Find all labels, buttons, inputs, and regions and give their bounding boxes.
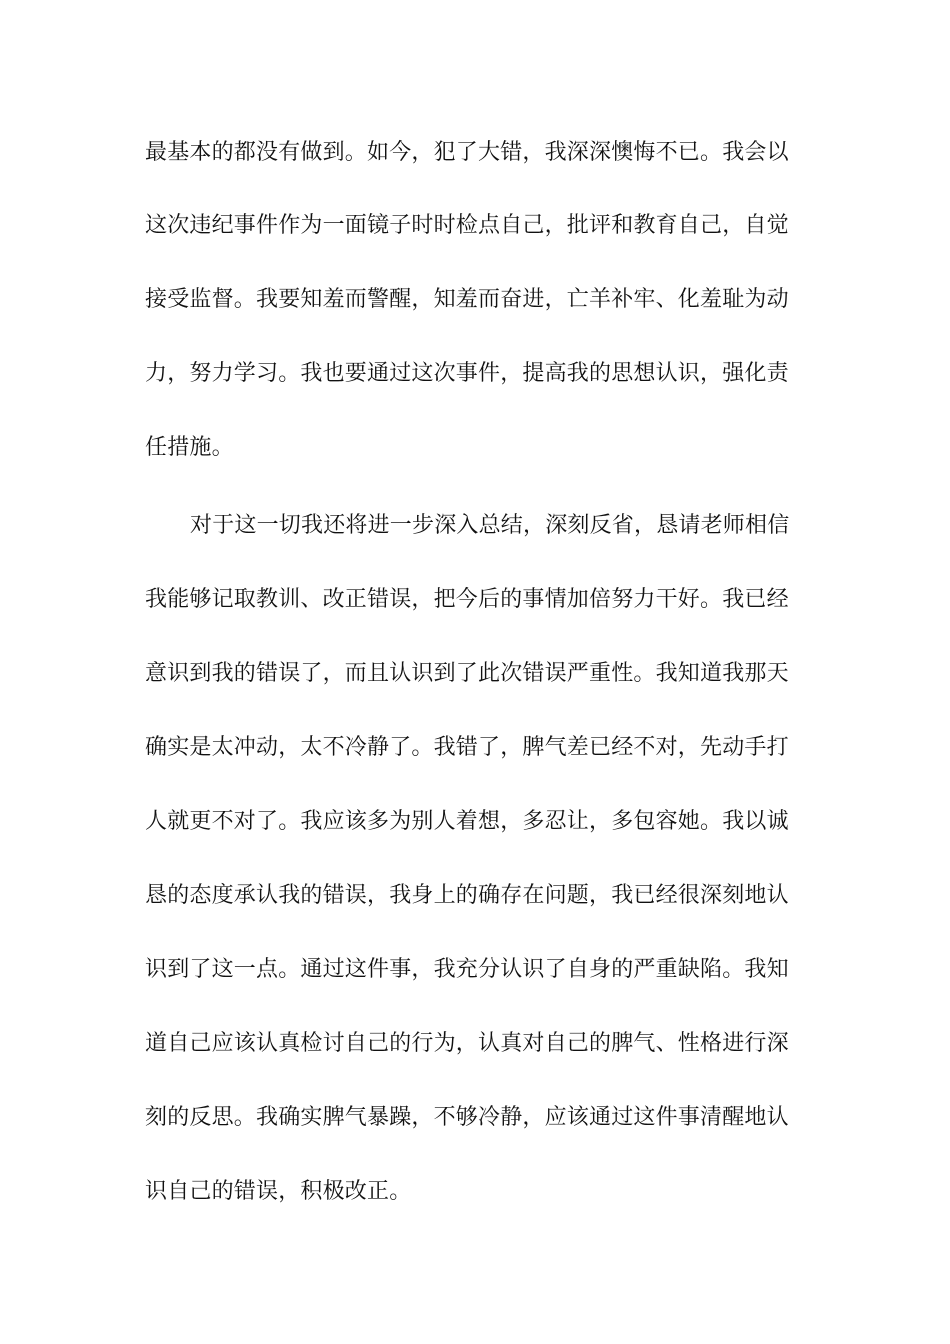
text-line: 刻的反思。我确实脾气暴躁，不够冷静，应该通过这件事清醒地认	[145, 1105, 789, 1130]
text-line: 识到了这一点。通过这件事，我充分认识了自身的严重缺陷。我知	[145, 957, 789, 982]
text-line: 接受监督。我要知羞而警醒，知羞而奋进，亡羊补牢、化羞耻为动	[145, 287, 789, 312]
text-line: 道自己应该认真检讨自己的行为，认真对自己的脾气、性格进行深	[145, 1031, 789, 1056]
text-line: 最基本的都没有做到。如今，犯了大错，我深深懊悔不已。我会以	[145, 140, 789, 165]
text-line: 确实是太冲动，太不冷静了。我错了，脾气差已经不对，先动手打	[145, 735, 789, 760]
text-line: 恳的态度承认我的错误，我身上的确存在问题，我已经很深刻地认	[145, 883, 789, 908]
text-line: 力，努力学习。我也要通过这次事件，提高我的思想认识，强化责	[145, 361, 789, 386]
text-line: 人就更不对了。我应该多为别人着想，多忍让，多包容她。我以诚	[145, 809, 789, 834]
text-line: 识自己的错误，积极改正。	[145, 1179, 412, 1204]
paragraph-first-line: 对于这一切我还将进一步深入总结，深刻反省，恳请老师相信	[190, 513, 790, 538]
text-line: 意识到我的错误了，而且认识到了此次错误严重性。我知道我那天	[145, 661, 789, 686]
text-line: 我能够记取教训、改正错误，把今后的事情加倍努力干好。我已经	[145, 587, 789, 612]
text-line: 任措施。	[145, 435, 234, 460]
text-line: 这次违纪事件作为一面镜子时时检点自己，批评和教育自己，自觉	[145, 213, 789, 238]
